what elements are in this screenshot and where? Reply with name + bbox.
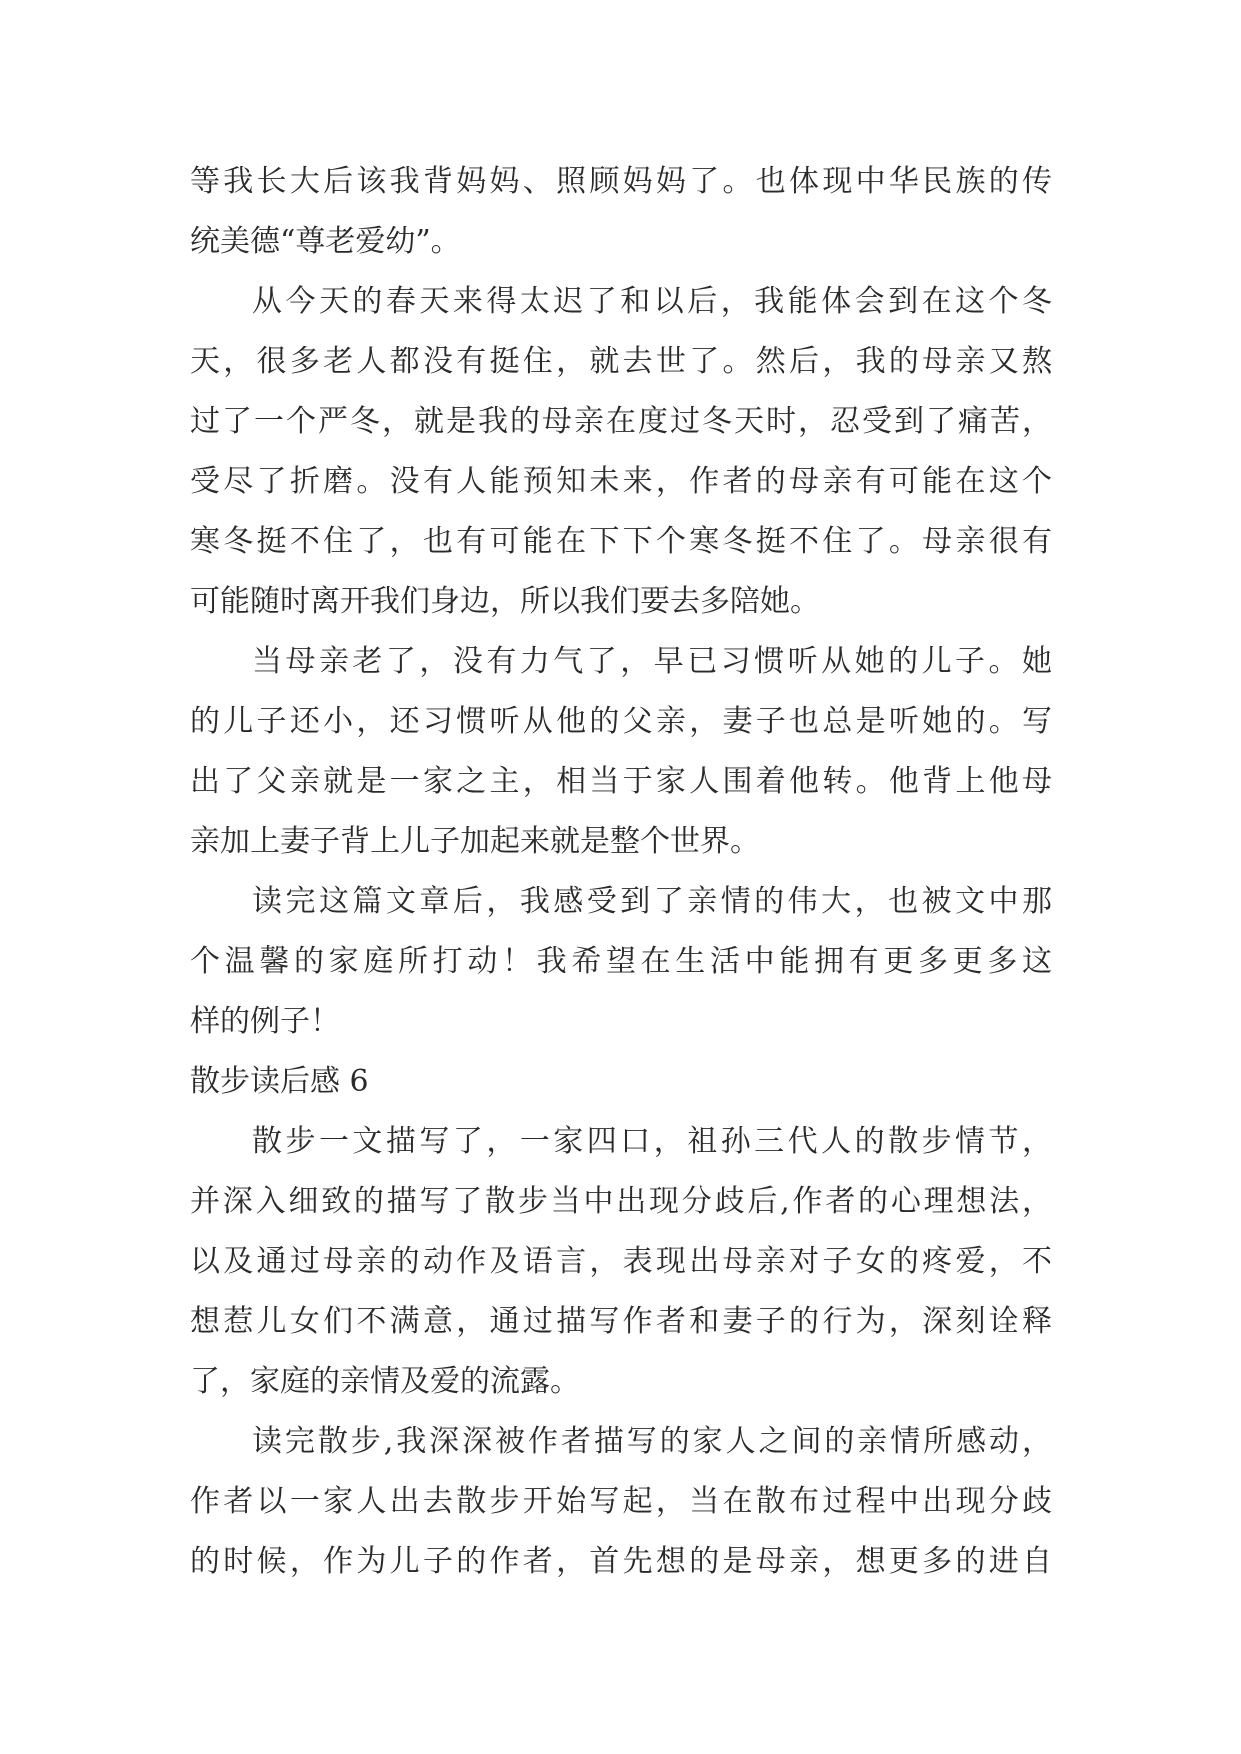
text-line: 从今天的春天来得太迟了和以后，我能体会到在这个冬: [252, 284, 1052, 319]
text-line: 受尽了折磨。没有人能预知未来，作者的母亲有可能在这个: [190, 464, 1052, 499]
paragraph: [190, 872, 1052, 1052]
text-line: 过了一个严冬，就是我的母亲在度过冬天时，忍受到了痛苦，: [190, 404, 1052, 439]
document-body: [190, 152, 1052, 1592]
text-line: 读完散步,我深深被作者描写的家人之间的亲情所感动，: [252, 1424, 1052, 1459]
paragraph: [190, 152, 1052, 272]
text-line: 当母亲老了，没有力气了，早已习惯听从她的儿子。她: [252, 644, 1052, 679]
text-line: 读完这篇文章后，我感受到了亲情的伟大，也被文中那: [252, 884, 1052, 919]
paragraph: [190, 272, 1052, 632]
text-line: 个温馨的家庭所打动！我希望在生活中能拥有更多更多这: [190, 944, 1052, 979]
text-line: 的儿子还小，还习惯听从他的父亲，妻子也总是听她的。写: [190, 704, 1052, 739]
text-line: 散步一文描写了，一家四口，祖孙三代人的散步情节，: [252, 1124, 1052, 1159]
text-line: 可能随时离开我们身边，所以我们要去多陪她。: [190, 584, 820, 619]
text-line: 以及通过母亲的动作及语言，表现出母亲对子女的疼爱，不: [190, 1244, 1052, 1279]
text-line: 了，家庭的亲情及爱的流露。: [190, 1364, 580, 1399]
text-line: 出了父亲就是一家之主，相当于家人围着他转。他背上他母: [190, 764, 1052, 799]
text-line: 统美德“尊老爱幼”。: [190, 224, 461, 259]
text-line: 的时候，作为儿子的作者，首先想的是母亲，想更多的进自: [190, 1544, 1052, 1579]
text-line: 样的例子！: [190, 1004, 340, 1039]
paragraph: [190, 1412, 1052, 1592]
text-line: 天，很多老人都没有挺住，就去世了。然后，我的母亲又熬: [190, 344, 1052, 379]
text-line: 寒冬挺不住了，也有可能在下下个寒冬挺不住了。母亲很有: [190, 524, 1052, 559]
paragraph: [190, 632, 1052, 872]
text-line: 等我长大后该我背妈妈、照顾妈妈了。也体现中华民族的传: [190, 164, 1052, 199]
text-line: 想惹儿女们不满意，通过描写作者和妻子的行为，深刻诠释: [190, 1304, 1052, 1339]
text-line: 并深入细致的描写了散步当中出现分歧后,作者的心理想法，: [190, 1184, 1052, 1219]
section-heading: 散步读后感 6: [190, 1064, 369, 1099]
text-line: 亲加上妻子背上儿子加起来就是整个世界。: [190, 824, 760, 859]
paragraph: [190, 1112, 1052, 1412]
text-line: 作者以一家人出去散步开始写起，当在散布过程中出现分歧: [190, 1484, 1052, 1519]
